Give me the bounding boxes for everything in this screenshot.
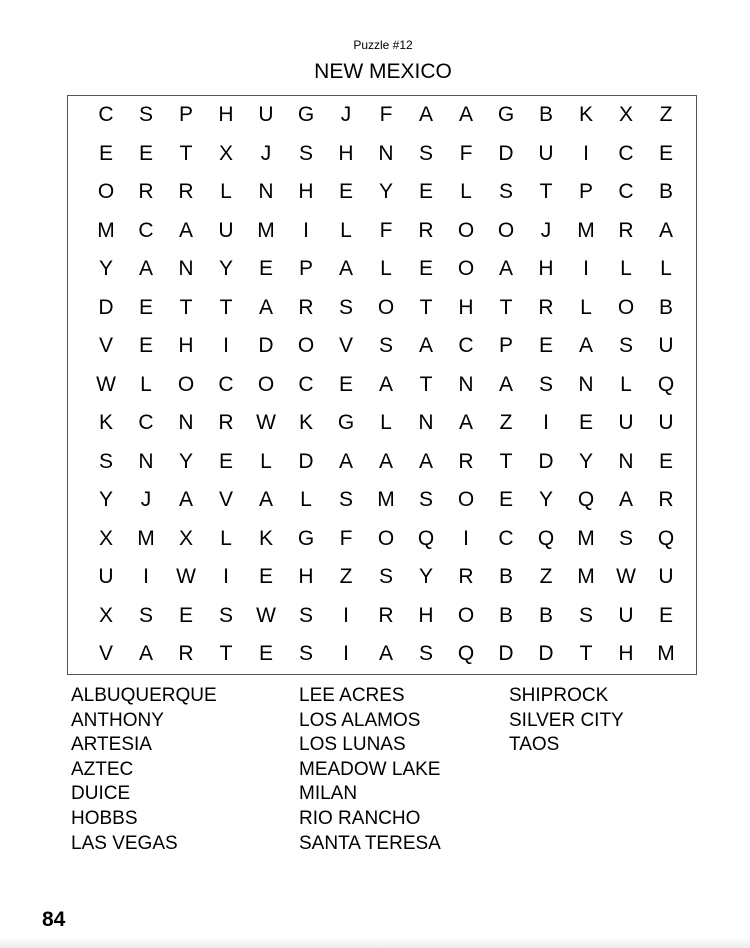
grid-letter: A (458, 103, 473, 126)
grid-letter: R (178, 180, 194, 203)
page-number: 84 (42, 908, 66, 931)
grid-letter: E (498, 488, 513, 511)
grid-letter: S (138, 603, 153, 627)
grid-letter: M (137, 526, 155, 550)
grid-letter: O (457, 603, 475, 627)
grid-letter: R (378, 603, 394, 627)
grid-letter: I (543, 411, 549, 434)
grid-letter: C (618, 180, 634, 203)
word-list-item: AZTEC (71, 758, 134, 780)
grid-letter: T (219, 295, 233, 319)
grid-letter: L (620, 257, 632, 280)
grid-letter: R (298, 295, 314, 319)
grid-letter: U (538, 141, 554, 165)
word-list-item: SHIPROCK (509, 685, 609, 706)
grid-letter: Y (578, 449, 593, 473)
grid-letter: I (463, 526, 469, 550)
grid-letter: R (458, 449, 474, 473)
grid-letter: S (418, 141, 433, 165)
grid-letter: A (378, 372, 393, 396)
grid-letter: E (418, 180, 433, 203)
grid-letter: T (219, 642, 233, 665)
grid-letter: M (377, 488, 395, 511)
grid-letter: N (178, 257, 194, 280)
grid-letter: B (658, 295, 673, 319)
grid-letter: R (218, 411, 234, 434)
grid-letter: X (618, 103, 633, 126)
grid-letter: U (658, 334, 674, 357)
word-list-item: LAS VEGAS (71, 832, 178, 854)
grid-letter: Z (539, 565, 553, 588)
grid-letter: C (298, 372, 314, 396)
grid-letter: J (260, 141, 272, 165)
grid-letter: R (138, 180, 154, 203)
grid-letter: N (418, 411, 434, 434)
grid-letter: X (218, 141, 233, 165)
grid-letter: H (538, 257, 554, 280)
grid-letter: U (658, 565, 674, 588)
grid-letter: E (138, 295, 153, 319)
grid-letter: C (458, 334, 474, 357)
grid-letter: G (297, 103, 315, 126)
grid-letter: A (418, 103, 433, 126)
grid-letter: S (418, 642, 433, 665)
grid-letter: N (258, 180, 274, 203)
grid-letter: K (98, 411, 113, 434)
grid-letter: V (98, 642, 113, 665)
grid-letter: G (497, 103, 515, 126)
grid-letter: A (658, 218, 673, 242)
grid-letter: H (298, 180, 314, 203)
grid-letter: G (337, 411, 355, 434)
grid-letter: X (98, 603, 113, 627)
grid-letter: I (143, 565, 149, 588)
grid-letter: A (178, 218, 193, 242)
word-list-item: LOS LUNAS (299, 734, 406, 756)
grid-letter: E (98, 141, 113, 165)
grid-letter: M (257, 218, 275, 242)
word-list-item: LOS ALAMOS (299, 709, 421, 731)
grid-letter: F (459, 141, 473, 165)
grid-letter: B (538, 603, 553, 627)
grid-letter: L (380, 257, 392, 280)
grid-letter: U (258, 103, 274, 126)
grid-letter: M (577, 565, 595, 588)
grid-letter: E (178, 603, 193, 627)
grid-letter: P (578, 180, 593, 203)
grid-letter: W (96, 372, 116, 396)
grid-letter: O (257, 372, 275, 396)
grid-letter: N (458, 372, 474, 396)
grid-letter: E (658, 449, 673, 473)
grid-letter: C (618, 141, 634, 165)
grid-letter: E (138, 334, 153, 357)
grid-letter: C (218, 372, 234, 396)
grid-letter: L (380, 411, 392, 434)
grid-letter: L (260, 449, 272, 473)
grid-letter: M (577, 218, 595, 242)
grid-letter: V (218, 488, 233, 511)
grid-letter: F (339, 526, 353, 550)
grid-letter: Y (178, 449, 193, 473)
grid-letter: O (457, 218, 475, 242)
grid-letter: K (578, 103, 593, 126)
grid-letter: O (617, 295, 635, 319)
page-title: NEW MEXICO (314, 60, 452, 83)
grid-letter: R (418, 218, 434, 242)
grid-letter: H (618, 642, 634, 665)
grid-letter: D (538, 642, 554, 665)
grid-letter: W (176, 565, 196, 588)
grid-letter: N (178, 411, 194, 434)
grid-letter: F (379, 218, 393, 242)
grid-letter: S (378, 334, 393, 357)
grid-letter: B (498, 603, 513, 627)
word-list-item: ALBUQUERQUE (71, 685, 217, 706)
grid-letter: U (98, 565, 114, 588)
grid-letter: A (338, 257, 353, 280)
grid-letter: S (618, 526, 633, 550)
word-list-item: SANTA TERESA (299, 832, 441, 854)
grid-letter: M (657, 642, 675, 665)
grid-letter: Y (98, 488, 113, 511)
grid-letter: R (618, 218, 634, 242)
word-list-item: ANTHONY (71, 709, 164, 731)
grid-letter: S (338, 488, 353, 511)
grid-letter: C (138, 411, 154, 434)
grid-letter: U (658, 411, 674, 434)
grid-letter: I (583, 141, 589, 165)
grid-letter: H (418, 603, 434, 627)
grid-letter: K (298, 411, 313, 434)
grid-letter: A (498, 257, 513, 280)
grid-letter: S (618, 334, 633, 357)
grid-letter: E (138, 141, 153, 165)
word-list-item: HOBBS (71, 807, 138, 829)
word-list-item: TAOS (509, 734, 560, 756)
grid-letter: M (577, 526, 595, 550)
grid-letter: X (178, 526, 193, 550)
grid-letter: J (340, 103, 352, 126)
grid-letter: S (138, 103, 153, 126)
grid-letter: K (258, 526, 273, 550)
grid-letter: T (579, 642, 593, 665)
grid-letter: R (538, 295, 554, 319)
grid-letter: A (458, 411, 473, 434)
grid-letter: D (298, 449, 314, 473)
grid-letter: T (539, 180, 553, 203)
grid-letter: E (218, 449, 233, 473)
grid-letter: D (98, 295, 114, 319)
grid-letter: S (298, 141, 313, 165)
grid-letter: J (140, 488, 152, 511)
grid-letter: Q (577, 488, 595, 511)
grid-letter: S (338, 295, 353, 319)
grid-letter: J (540, 218, 552, 242)
word-list-column-3 (509, 684, 624, 758)
grid-letter: I (303, 218, 309, 242)
word-list-column-2 (299, 684, 441, 856)
grid-letter: Y (538, 488, 553, 511)
grid-letter: D (538, 449, 554, 473)
grid-letter: S (98, 449, 113, 473)
grid-letter: H (178, 334, 194, 357)
grid-letter: A (378, 449, 393, 473)
grid-letter: O (377, 295, 395, 319)
grid-letter: L (140, 372, 152, 396)
grid-letter: C (138, 218, 154, 242)
grid-letter: S (218, 603, 233, 627)
grid-letter: E (658, 141, 673, 165)
grid-letter: S (298, 642, 313, 665)
word-list-item: SILVER CITY (509, 709, 624, 731)
grid-letter: L (220, 180, 232, 203)
grid-letter: Y (418, 565, 433, 588)
grid-letter: D (498, 141, 514, 165)
grid-letter: Z (339, 565, 353, 588)
grid-letter: E (338, 180, 353, 203)
grid-letter: E (258, 565, 273, 588)
grid-letter: M (97, 218, 115, 242)
grid-letter: O (497, 218, 515, 242)
grid-letter: E (418, 257, 433, 280)
grid-letter: A (138, 642, 153, 665)
grid-letter: H (298, 565, 314, 588)
grid-letter: W (256, 411, 276, 434)
grid-letter: A (578, 334, 593, 357)
grid-letter: E (578, 411, 593, 434)
grid-letter: L (340, 218, 352, 242)
grid-letter: A (138, 257, 153, 280)
grid-letter: V (338, 334, 353, 357)
grid-letter: F (379, 103, 393, 126)
grid-letter: O (457, 488, 475, 511)
grid-letter: A (338, 449, 353, 473)
grid-letter: O (177, 372, 195, 396)
grid-letter: H (338, 141, 354, 165)
word-list-item: MILAN (299, 783, 358, 805)
grid-letter: A (618, 488, 633, 511)
grid-letter: U (618, 603, 634, 627)
grid-letter: A (498, 372, 513, 396)
word-list-item: RIO RANCHO (299, 807, 421, 829)
grid-letter: S (378, 565, 393, 588)
grid-letter: N (578, 372, 594, 396)
grid-letter: O (457, 257, 475, 280)
grid-letter: S (578, 603, 593, 627)
grid-letter: U (218, 218, 234, 242)
grid-letter: S (538, 372, 553, 396)
grid-letter: A (418, 334, 433, 357)
grid-letter: Y (378, 180, 393, 203)
grid-letter: E (538, 334, 553, 357)
grid-letter: O (297, 334, 315, 357)
grid-letter: P (298, 257, 313, 280)
grid-letter: W (256, 603, 276, 627)
word-list-item: LEE ACRES (299, 685, 405, 706)
grid-letter: I (343, 603, 349, 627)
grid-letter: A (418, 449, 433, 473)
grid-letter: B (498, 565, 513, 588)
word-list-item: ARTESIA (71, 734, 152, 756)
grid-letter: L (220, 526, 232, 550)
grid-letter: T (499, 449, 513, 473)
word-list-column-1 (71, 684, 217, 856)
grid-letter: L (660, 257, 672, 280)
grid-letter: O (377, 526, 395, 550)
grid-letter: V (98, 334, 113, 357)
grid-letter: A (178, 488, 193, 511)
grid-letter: A (378, 642, 393, 665)
grid-letter: I (343, 642, 349, 665)
grid-letter: N (618, 449, 634, 473)
grid-letter: T (179, 295, 193, 319)
grid-letter: E (658, 603, 673, 627)
grid-letter: T (419, 372, 433, 396)
grid-letter: E (258, 257, 273, 280)
grid-letter: Y (218, 257, 233, 280)
grid-letter: I (583, 257, 589, 280)
grid-letter: C (498, 526, 514, 550)
grid-letter: Z (499, 411, 513, 434)
grid-letter: T (419, 295, 433, 319)
grid-letter: E (338, 372, 353, 396)
word-list-item: DUICE (71, 783, 131, 805)
grid-letter: D (498, 642, 514, 665)
page-edge-shadow (0, 938, 750, 948)
grid-letter: U (618, 411, 634, 434)
grid-letter: T (179, 141, 193, 165)
grid-letter: W (616, 565, 636, 588)
grid-letter: D (258, 334, 274, 357)
letter-grid (86, 96, 686, 674)
grid-letter: R (178, 642, 194, 665)
grid-letter: Y (98, 257, 113, 280)
puzzle-number: Puzzle #12 (353, 38, 413, 52)
grid-letter: S (498, 180, 513, 203)
grid-letter: L (580, 295, 592, 319)
grid-letter: O (97, 180, 115, 203)
grid-letter: H (218, 103, 234, 126)
grid-letter: Q (537, 526, 555, 550)
grid-letter: S (418, 488, 433, 511)
grid-letter: C (98, 103, 114, 126)
word-list-item: MEADOW LAKE (299, 758, 441, 780)
grid-letter: E (258, 642, 273, 665)
grid-letter: R (658, 488, 674, 511)
grid-letter: G (297, 526, 315, 550)
grid-letter: N (138, 449, 154, 473)
grid-letter: I (223, 334, 229, 357)
grid-letter: A (258, 295, 273, 319)
grid-letter: P (498, 334, 513, 357)
grid-letter: Q (657, 372, 675, 396)
grid-letter: I (223, 565, 229, 588)
grid-letter: A (258, 488, 273, 511)
grid-letter: T (499, 295, 513, 319)
grid-letter: X (98, 526, 113, 550)
grid-letter: S (298, 603, 313, 627)
grid-letter: P (178, 103, 193, 126)
grid-letter: B (538, 103, 553, 126)
grid-letter: L (300, 488, 312, 511)
grid-letter: Q (417, 526, 435, 550)
grid-letter: L (460, 180, 472, 203)
grid-letter: H (458, 295, 474, 319)
grid-letter: Q (457, 642, 475, 665)
grid-letter: Z (659, 103, 673, 126)
grid-letter: R (458, 565, 474, 588)
grid-letter: Q (657, 526, 675, 550)
grid-letter: N (378, 141, 394, 165)
grid-letter: L (620, 372, 632, 396)
grid-letter: B (658, 180, 673, 203)
